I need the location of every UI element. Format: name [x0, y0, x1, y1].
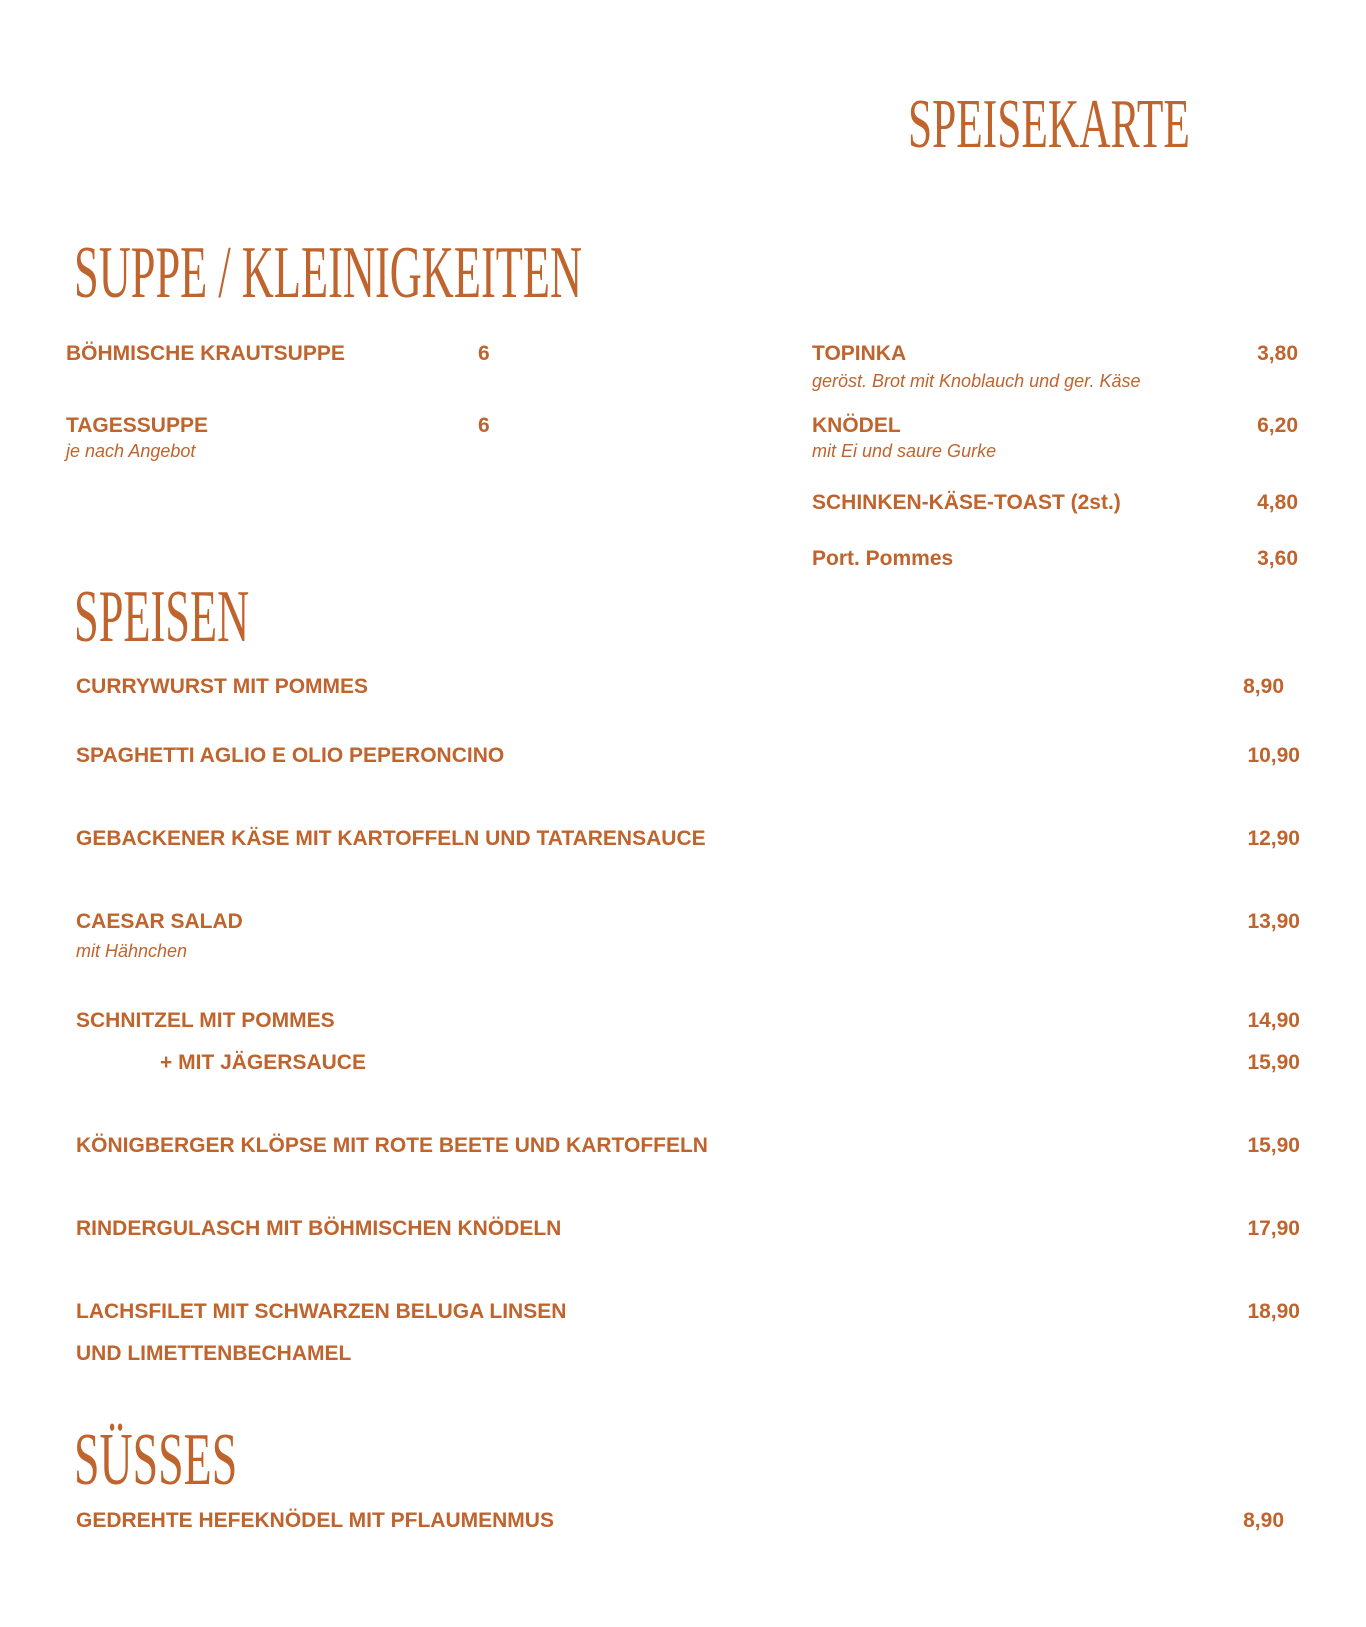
menu-item-name: GEBACKENER KÄSE MIT KARTOFFELN UND TATARENSAUCE [76, 827, 706, 850]
section-heading-suesses: SÜSSES [74, 1419, 238, 1501]
menu-item-description: geröst. Brot mit Knoblauch und ger. Käse [812, 371, 1141, 391]
page-title: SPEISEKARTE [908, 86, 1190, 163]
menu-item-description: mit Hähnchen [76, 941, 188, 961]
menu-item-price: 3,60 [1257, 547, 1298, 570]
menu-item-name: KÖNIGBERGER KLÖPSE MIT ROTE BEETE UND KARTOFFELN [76, 1134, 708, 1157]
menu-item-addon-name: + MIT JÄGERSAUCE [160, 1051, 366, 1074]
menu-item-name: SCHNITZEL MIT POMMES [76, 1009, 335, 1032]
menu-item-price: 14,90 [1247, 1009, 1300, 1032]
menu-item-price: 15,90 [1247, 1051, 1300, 1074]
menu-item-name: TAGESSUPPE [66, 414, 208, 437]
menu-item-price: 6 [478, 342, 490, 365]
menu-item-name: TOPINKA [812, 342, 907, 365]
menu-item-price: 17,90 [1247, 1217, 1300, 1240]
menu-item-price: 8,90 [1243, 675, 1284, 698]
menu-item-name: RINDERGULASCH MIT BÖHMISCHEN KNÖDELN [76, 1217, 562, 1240]
menu-item-price: 8,90 [1243, 1509, 1284, 1532]
menu-item-name: Port. Pommes [812, 547, 954, 570]
menu-item-name: SCHINKEN-KÄSE-TOAST (2st.) [812, 491, 1121, 514]
menu-item-price: 6,20 [1257, 414, 1298, 437]
menu-item-name: GEDREHTE HEFEKNÖDEL MIT PFLAUMENMUS [76, 1509, 554, 1532]
menu-item-price: 3,80 [1257, 342, 1298, 365]
menu-item-name: CAESAR SALAD [76, 910, 243, 933]
menu-item-name: LACHSFILET MIT SCHWARZEN BELUGA LINSEN [76, 1300, 567, 1323]
menu-item-name: SPAGHETTI AGLIO E OLIO PEPERONCINO [76, 744, 505, 767]
section-heading-speisen: SPEISEN [74, 576, 250, 658]
menu-item-price: 10,90 [1247, 744, 1300, 767]
menu-item-name: KNÖDEL [812, 414, 901, 437]
menu-item-price: 18,90 [1247, 1300, 1300, 1323]
section-heading-suppe: SUPPE / KLEINIGKEITEN [74, 232, 583, 314]
menu-item-price: 13,90 [1247, 910, 1300, 933]
menu-item-price: 12,90 [1247, 827, 1300, 850]
menu-item-name: CURRYWURST MIT POMMES [76, 675, 369, 698]
menu-item-description: je nach Angebot [66, 441, 196, 461]
menu-item-price: 15,90 [1247, 1134, 1300, 1157]
menu-item-price: 4,80 [1257, 491, 1298, 514]
menu-item-description: mit Ei und saure Gurke [812, 441, 997, 461]
menu-item-name: BÖHMISCHE KRAUTSUPPE [66, 342, 345, 365]
menu-item-price: 6 [478, 414, 490, 437]
menu-item-name-line2: UND LIMETTENBECHAMEL [76, 1342, 352, 1365]
